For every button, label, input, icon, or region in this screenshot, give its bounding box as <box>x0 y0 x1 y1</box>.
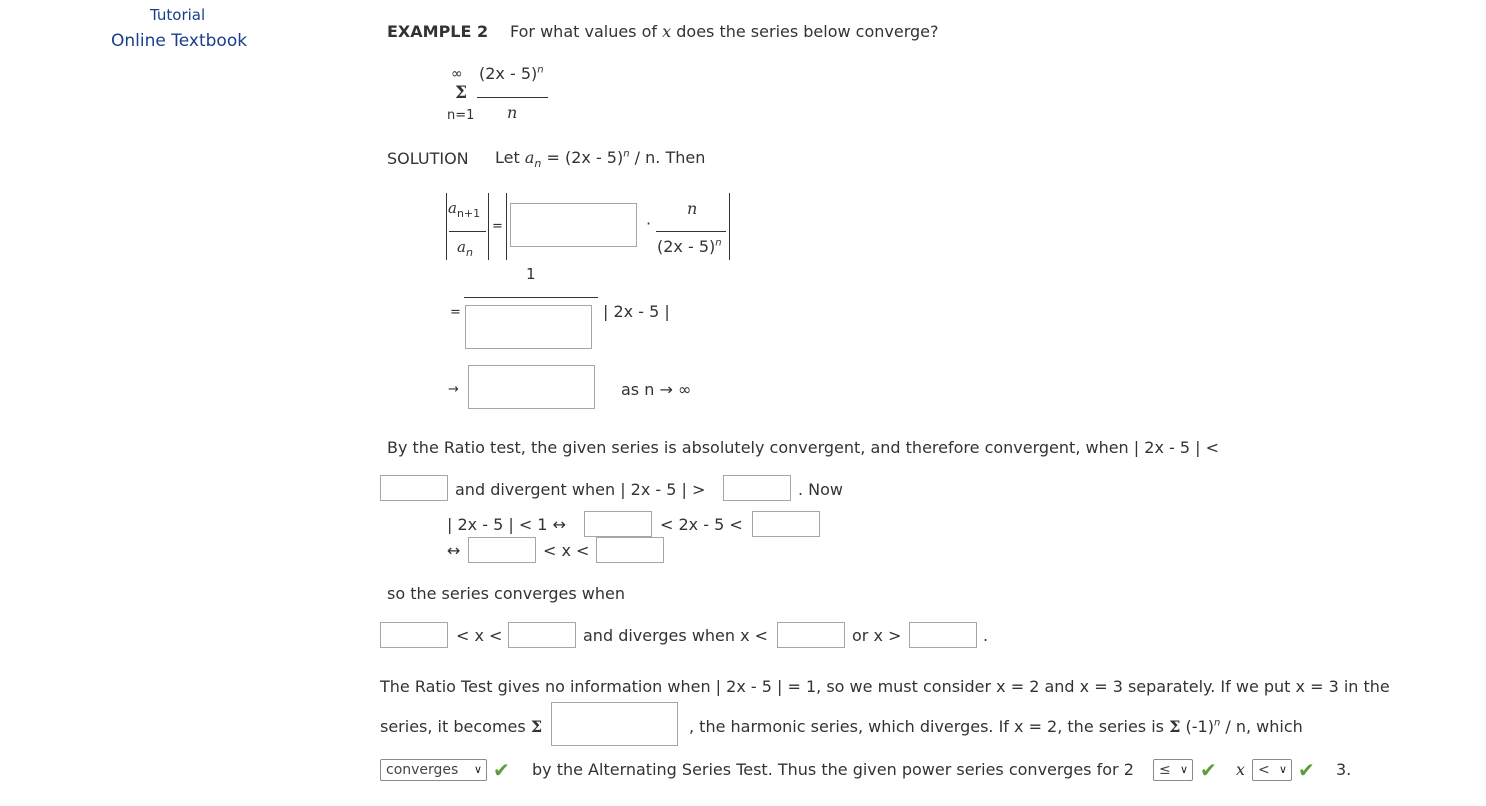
online-textbook-link[interactable]: Online Textbook <box>111 31 248 51</box>
inequality2-upper-input[interactable] <box>596 537 664 563</box>
inequality2-lower-input[interactable] <box>468 537 536 563</box>
variable-x: x <box>1236 760 1246 779</box>
inequality1-lower-input[interactable] <box>584 511 652 537</box>
abs-bar-left-1 <box>446 193 447 260</box>
inequality2-mid: < x < <box>543 541 590 560</box>
inequality2-left: ↔ <box>447 541 461 560</box>
limit-tail: as n → ∞ <box>621 380 692 399</box>
series-fraction-bar <box>477 97 548 98</box>
now-text: . Now <box>798 480 844 499</box>
inequality1-upper-input[interactable] <box>752 511 820 537</box>
relation2-dropdown[interactable]: < ∨ <box>1252 759 1292 781</box>
inequality1-mid: < 2x - 5 < <box>660 515 743 534</box>
endpoints-line3-text: by the Alternating Series Test. Thus the given power series converges for 2 <box>532 760 1134 779</box>
divergent-bound-input[interactable] <box>723 475 791 501</box>
example-question: For what values of x does the series below converge? <box>510 22 939 41</box>
step2-denominator-input[interactable] <box>465 305 592 349</box>
chevron-down-icon: ∨ <box>1278 763 1287 776</box>
step2-numerator: 1 <box>526 265 536 283</box>
diverge-lower-input[interactable] <box>777 622 845 648</box>
series-numerator: (2x - 5)$^n$ <box>479 64 544 83</box>
limit-arrow: → <box>448 382 459 397</box>
convergent-bound-input[interactable] <box>380 475 448 501</box>
ratio-denominator: $a_n$ <box>457 238 473 259</box>
ratio-test-sentence: By the Ratio test, the given series is absolutely convergent, and therefore convergent, when | 2x - 5 | < <box>387 438 1219 457</box>
inequality1-left: | 2x - 5 | < 1 ↔ <box>447 515 566 534</box>
endpoint-value: 3. <box>1336 760 1352 779</box>
divergent-text: and divergent when | 2x - 5 | > <box>455 480 706 499</box>
step2-equals: = <box>450 305 461 320</box>
relation1-dropdown[interactable]: ≤ ∨ <box>1153 759 1193 781</box>
check-icon-2: ✔ <box>1200 758 1217 782</box>
converge-upper-input[interactable] <box>508 622 576 648</box>
abs-bar-right-1 <box>488 193 489 260</box>
limit-input[interactable] <box>468 365 595 409</box>
series-denominator: n <box>507 103 518 122</box>
ratio-numerator: $a_{n+1}$ <box>448 199 481 220</box>
solution-label: SOLUTION <box>387 149 469 168</box>
step2-abs-expression: | 2x - 5 | <box>603 302 670 321</box>
ratio-numerator-input[interactable] <box>510 203 637 247</box>
converge-mid1: < x < <box>456 626 503 645</box>
series-upper-limit: ∞ <box>451 66 463 82</box>
endpoints-line2-suffix: , the harmonic series, which diverges. If x = 2, the series is Σ $(-1)^n$ / n, which <box>689 717 1303 736</box>
ratio-frac-denominator: (2x - 5)$^n$ <box>657 237 722 256</box>
ratio-fraction-bar <box>449 231 486 232</box>
chevron-down-icon: ∨ <box>1179 763 1188 776</box>
converge-lower-input[interactable] <box>380 622 448 648</box>
step2-fraction-bar <box>464 297 598 298</box>
ratio-frac-numerator: n <box>687 199 698 218</box>
multiply-dot: · <box>646 214 652 233</box>
ratio-frac-bar <box>656 231 726 232</box>
solution-definition: Let $a_n = (2x - 5)^n / n$. Then <box>495 148 706 171</box>
chevron-down-icon: ∨ <box>473 763 482 776</box>
diverges-when-text: and diverges when x < <box>583 626 769 645</box>
endpoints-line2-prefix: series, it becomes Σ <box>380 717 543 736</box>
ratio-equals: = <box>492 219 503 234</box>
converges-dropdown[interactable]: converges ∨ <box>380 759 487 781</box>
converges-when-text: so the series converges when <box>387 584 625 603</box>
diverge-upper-input[interactable] <box>909 622 977 648</box>
harmonic-term-input[interactable] <box>551 702 678 746</box>
abs-bar-left-2 <box>506 193 507 260</box>
abs-bar-right-2 <box>729 193 730 260</box>
series-lower-limit: n=1 <box>447 108 475 123</box>
series-sigma: Σ <box>455 83 468 103</box>
endpoints-line1: The Ratio Test gives no information when | 2x - 5 | = 1, so we must consider x = 2 and x = 3 separately. If we put x = 3 in the <box>380 677 1390 696</box>
example-label: EXAMPLE 2 <box>387 22 489 41</box>
or-text: or x > <box>852 626 902 645</box>
tutorial-link[interactable]: Tutorial <box>150 6 206 24</box>
converges-period: . <box>983 626 989 645</box>
check-icon-3: ✔ <box>1298 758 1315 782</box>
check-icon-1: ✔ <box>493 758 510 782</box>
